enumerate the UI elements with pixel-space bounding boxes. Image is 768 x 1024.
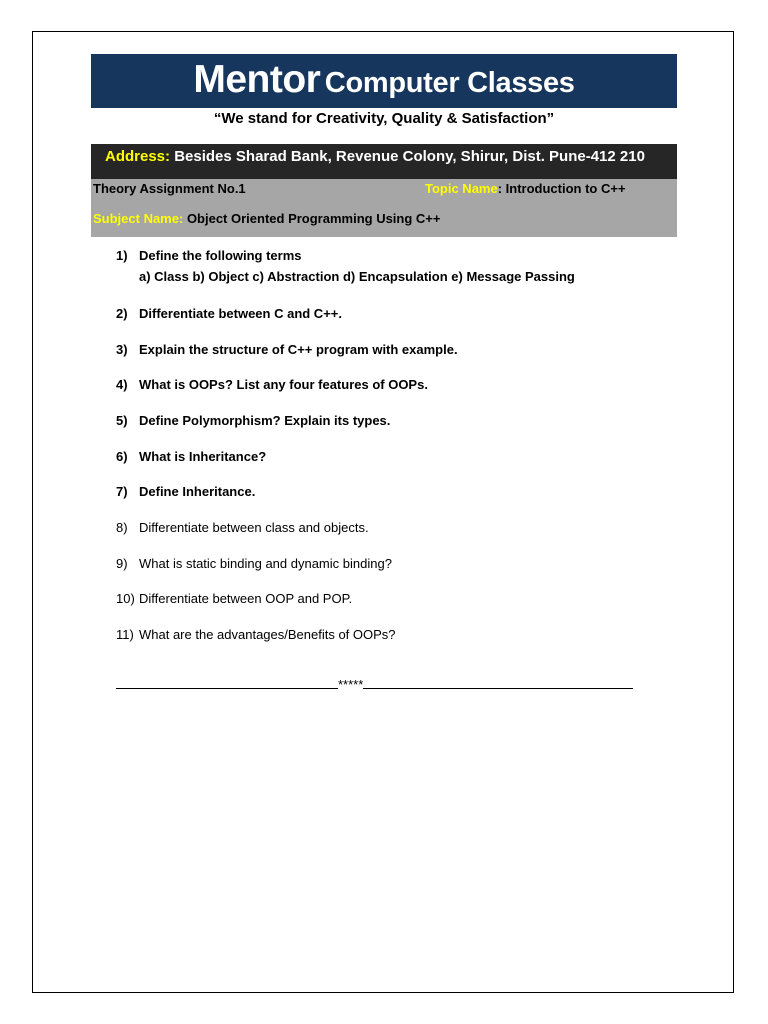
end-divider (116, 674, 648, 692)
question-number: 10) (116, 591, 135, 606)
question-subterms: a) Class b) Object c) Abstraction d) Encapsulation e) Message Passing (139, 269, 575, 284)
question-item (116, 627, 396, 642)
info-row-subject (93, 211, 441, 226)
question-text: Define Inheritance. (139, 484, 256, 499)
question-text: What is OOPs? List any four features of OOPs. (139, 377, 428, 392)
question-number: 9) (116, 556, 128, 571)
question-text: Differentiate between OOP and POP. (139, 591, 353, 606)
question-text: Differentiate between class and objects. (139, 520, 369, 535)
title-computer-classes: Computer Classes (324, 67, 575, 99)
info-row-assignment (93, 181, 673, 196)
divider-rule-right (363, 674, 633, 689)
question-text: Define the following terms (139, 248, 302, 263)
divider-mark: ***** (338, 677, 364, 692)
question-number: 6) (116, 449, 128, 464)
question-item (116, 520, 369, 535)
question-text: What are the advantages/Benefits of OOPs? (139, 627, 396, 642)
question-number: 4) (116, 377, 128, 392)
question-item (116, 556, 392, 571)
question-item (116, 377, 428, 392)
title-banner (91, 54, 677, 108)
question-text: Define Polymorphism? Explain its types. (139, 413, 391, 428)
question-number: 11) (116, 627, 134, 642)
question-item (116, 591, 352, 606)
assignment-number: Theory Assignment No.1 (93, 181, 246, 196)
question-text: Differentiate between C and C++. (139, 306, 342, 321)
question-number: 2) (116, 306, 128, 321)
question-number: 7) (116, 484, 128, 499)
question-text: What is static binding and dynamic binding? (139, 556, 392, 571)
question-number: 8) (116, 520, 128, 535)
question-item (116, 342, 458, 357)
title-mentor: Mentor (193, 58, 321, 101)
divider-rule-left (116, 674, 338, 689)
question-item (116, 449, 266, 464)
tagline: “We stand for Creativity, Quality & Satisfaction” (213, 110, 555, 127)
question-item (116, 248, 575, 284)
address-label: Address: (105, 148, 171, 165)
question-item (116, 413, 390, 428)
question-text: What is Inheritance? (139, 449, 267, 464)
question-text: Explain the structure of C++ program with example. (139, 342, 458, 357)
question-number: 1) (116, 248, 128, 263)
subject-label: Subject Name: (93, 211, 184, 226)
topic-value: : Introduction to C++ (497, 181, 626, 196)
subject-value: Object Oriented Programming Using C++ (186, 211, 441, 226)
question-number: 5) (116, 413, 128, 428)
topic-name (425, 181, 626, 196)
question-number: 3) (116, 342, 128, 357)
address-value: Besides Sharad Bank, Revenue Colony, Shirur, Dist. Pune-412 210 (174, 148, 645, 165)
question-item (116, 306, 342, 321)
question-item (116, 484, 255, 499)
topic-label: Topic Name (425, 181, 498, 196)
address-bar (91, 144, 677, 179)
info-bar (91, 179, 677, 237)
